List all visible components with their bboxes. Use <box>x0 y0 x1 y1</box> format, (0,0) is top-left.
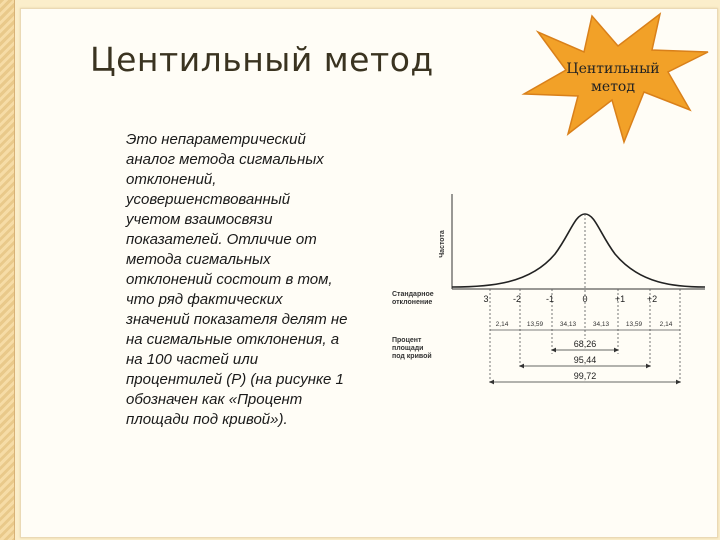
badge-line-1: Центильный <box>566 61 660 77</box>
area-label-line-1: Процент <box>392 337 422 344</box>
sd-tick: +2 <box>646 294 658 304</box>
slide-title: Центильный метод <box>90 40 434 79</box>
segment-percent: 2,14 <box>495 321 509 328</box>
segment-percent: 13,59 <box>526 321 544 328</box>
area-label-line-2: площади <box>392 345 424 352</box>
area-label-line-3: под кривой <box>392 353 432 360</box>
sd-tick: 0 <box>582 294 588 304</box>
std-label-line-2: отклонение <box>392 299 433 306</box>
sd-tick: 3 <box>483 294 489 304</box>
sd-tick: -1 <box>545 294 555 304</box>
segment-percent: 13,59 <box>625 321 643 328</box>
bell-curve <box>452 214 705 287</box>
sd-tick: -2 <box>512 294 522 304</box>
range-label: 68,26 <box>573 339 597 349</box>
segment-percent: 2,14 <box>659 321 673 328</box>
slide-body-text: Это непараметрический аналог метода сигмальных отклонений, усовершенствованный учетом взаимосвязи показателей. Отличие от метода сигмальных отклонений состоит в том, что ряд фактических значений показателя делят не на сигмальные отклонения, а на 100 частей или процентилей (Р) (на рисунке 1 обозначен как «Процент площади под кривой»). <box>126 131 348 428</box>
badge-line-2: метод <box>591 79 635 95</box>
std-label-line-1: Стандарное <box>392 291 434 298</box>
normal-distribution-figure <box>380 184 710 394</box>
range-label: 95,44 <box>573 355 597 365</box>
sd-tick: +1 <box>614 294 626 304</box>
segment-percent: 34,13 <box>592 321 610 328</box>
y-axis-label: Частота <box>439 230 446 258</box>
range-label: 99,72 <box>573 371 597 381</box>
decorative-left-band <box>0 0 15 540</box>
segment-percent: 34,13 <box>559 321 577 328</box>
starburst-badge-label <box>548 60 678 96</box>
